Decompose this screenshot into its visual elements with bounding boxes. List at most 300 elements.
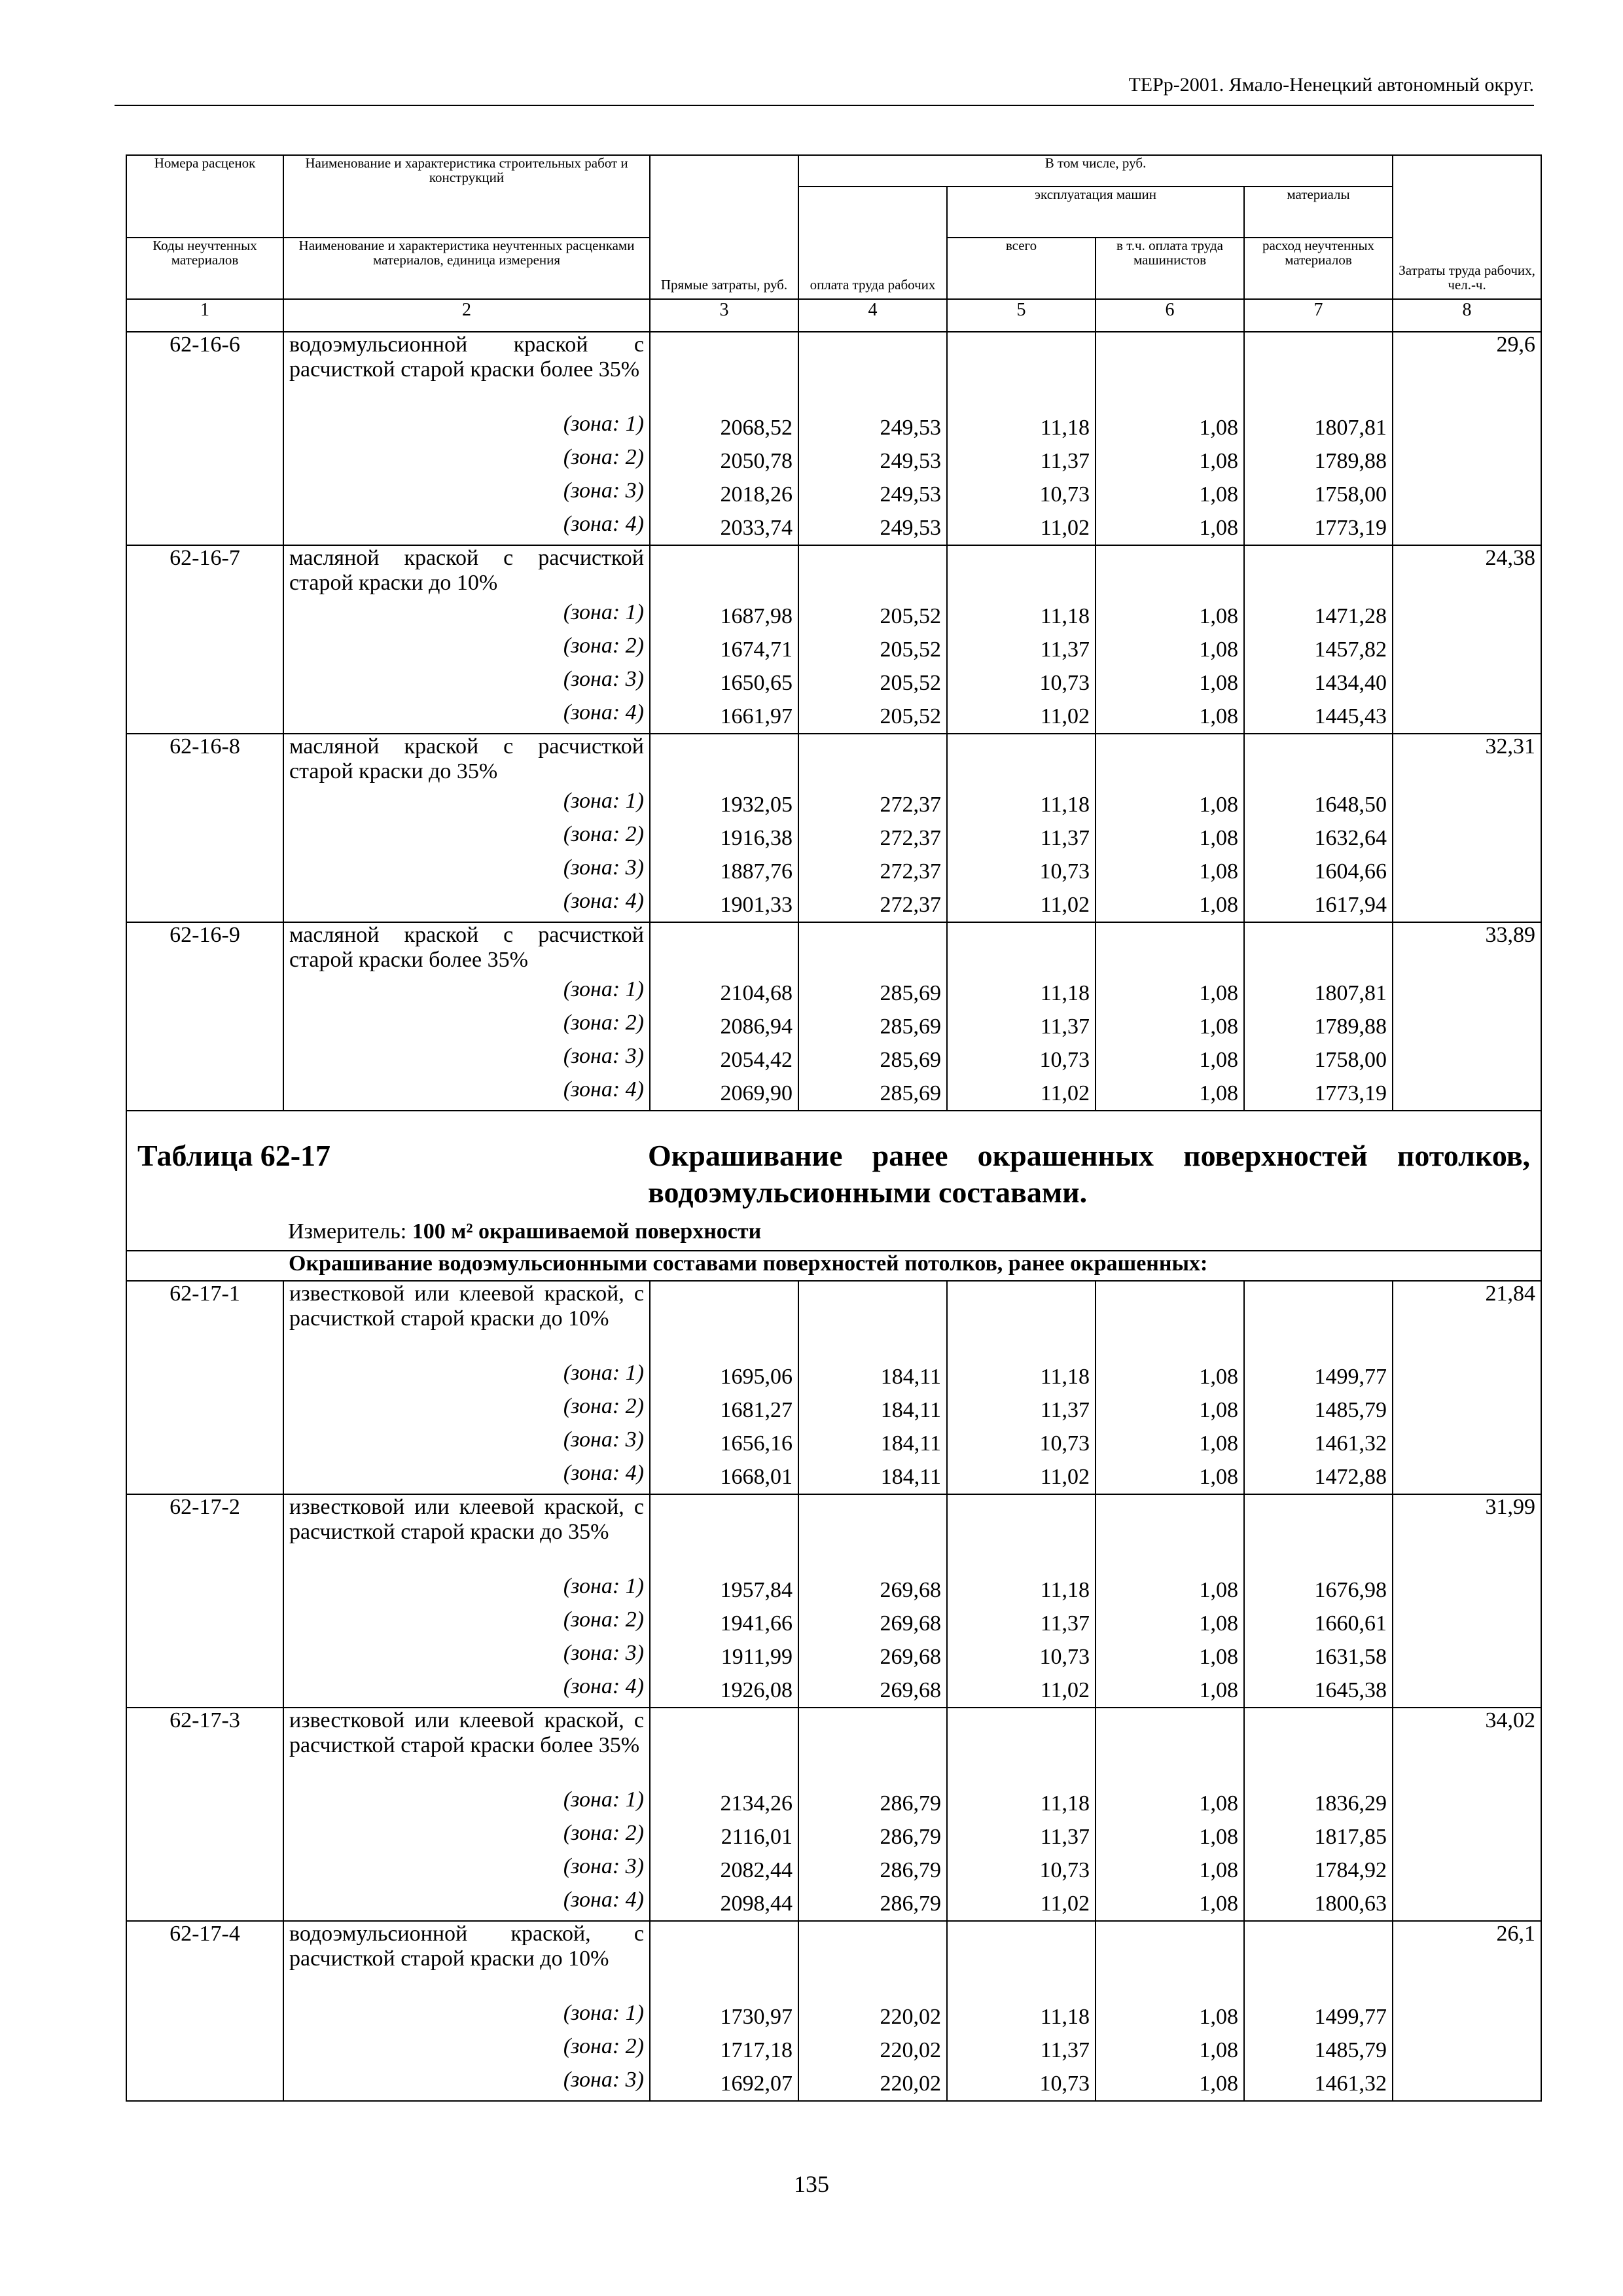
labor-cost: 32,31 <box>1393 734 1541 922</box>
meter-line <box>288 1219 1530 1245</box>
value-mat: 1676,98 <box>1314 1578 1387 1602</box>
value-mach: 11,37 <box>1040 1611 1090 1636</box>
value-mpay: 1,08 <box>1199 1858 1238 1882</box>
rate-description-cell <box>283 1708 650 1921</box>
rate-description: известковой или клеевой краской, с расчисткой старой краски до 35% <box>289 1495 644 1544</box>
cell-mpay <box>1096 332 1244 545</box>
value-mach: 11,18 <box>1040 2005 1090 2029</box>
value-direct: 1668,01 <box>720 1465 793 1489</box>
value-pay: 205,52 <box>880 604 941 628</box>
value-pay: 184,11 <box>880 1431 941 1456</box>
value-direct: 1730,97 <box>720 2005 793 2029</box>
value-mpay: 1,08 <box>1199 859 1238 884</box>
labor-cost: 34,02 <box>1393 1708 1541 1921</box>
col-number: 5 <box>947 299 1096 332</box>
zone-label: (зона: 3) <box>563 1427 644 1452</box>
cell-mach <box>947 1708 1096 1921</box>
value-direct: 1695,06 <box>720 1365 793 1389</box>
zone-label: (зона: 1) <box>563 2001 644 2025</box>
cell-direct <box>650 332 798 545</box>
cell-mat <box>1244 545 1393 734</box>
zone-label: (зона: 2) <box>563 634 644 658</box>
value-pay: 184,11 <box>880 1465 941 1489</box>
col-head-materials: материалы <box>1244 187 1393 238</box>
value-pay: 184,11 <box>880 1398 941 1422</box>
value-mpay: 1,08 <box>1199 1431 1238 1456</box>
value-mpay: 1,08 <box>1199 482 1238 507</box>
zone-label: (зона: 2) <box>563 445 644 469</box>
zone-label: (зона: 1) <box>563 1574 644 1598</box>
value-mat: 1631,58 <box>1314 1645 1387 1669</box>
value-pay: 205,52 <box>880 704 941 728</box>
col-number: 8 <box>1393 299 1541 332</box>
value-mach: 11,18 <box>1040 604 1090 628</box>
value-direct: 2068,52 <box>720 416 793 440</box>
cell-pay <box>798 1494 947 1708</box>
cell-mpay <box>1096 1708 1244 1921</box>
value-mach: 11,02 <box>1040 1678 1090 1702</box>
labor-cost: 26,1 <box>1393 1921 1541 2101</box>
cell-mpay <box>1096 1281 1244 1494</box>
col-head-labor-pay: оплата труда рабочих <box>798 187 947 299</box>
table-62-17-heading <box>126 1111 1541 1281</box>
value-mpay: 1,08 <box>1199 893 1238 917</box>
rate-code: 62-17-1 <box>126 1281 283 1494</box>
value-mpay: 1,08 <box>1199 1014 1238 1039</box>
value-mpay: 1,08 <box>1199 1578 1238 1602</box>
rate-row <box>126 922 1541 1111</box>
value-mach: 11,18 <box>1040 1578 1090 1602</box>
value-mat: 1617,94 <box>1314 893 1387 917</box>
value-mat: 1807,81 <box>1314 416 1387 440</box>
value-mach: 11,18 <box>1040 793 1090 817</box>
value-direct: 1681,27 <box>720 1398 793 1422</box>
col-number: 4 <box>798 299 947 332</box>
rate-description-cell <box>283 332 650 545</box>
value-mach: 10,73 <box>1039 1048 1090 1072</box>
value-mach: 11,02 <box>1040 893 1090 917</box>
col-head-name: Наименование и характеристика строительных работ и конструкций <box>283 155 650 238</box>
value-mach: 11,02 <box>1040 1081 1090 1105</box>
zone-label: (зона: 1) <box>563 1787 644 1812</box>
cell-direct <box>650 734 798 922</box>
value-mat: 1471,28 <box>1314 604 1387 628</box>
value-mat: 1789,88 <box>1314 449 1387 473</box>
value-pay: 285,69 <box>880 1081 941 1105</box>
zone-label: (зона: 1) <box>563 789 644 813</box>
zone-label: (зона: 4) <box>563 1461 644 1485</box>
table-title: Окрашивание ранее окрашенных поверхностей потолков, водоэмульсионными составами. <box>648 1139 1531 1209</box>
value-mach: 11,02 <box>1040 704 1090 728</box>
cell-mat <box>1244 734 1393 922</box>
zone-label: (зона: 1) <box>563 977 644 1001</box>
cell-mat <box>1244 332 1393 545</box>
value-pay: 272,37 <box>880 859 941 884</box>
value-mat: 1660,61 <box>1314 1611 1387 1636</box>
cell-direct <box>650 922 798 1111</box>
value-mpay: 1,08 <box>1199 1645 1238 1669</box>
value-pay: 272,37 <box>880 826 941 850</box>
value-pay: 205,52 <box>880 671 941 695</box>
value-mpay: 1,08 <box>1199 826 1238 850</box>
cell-mach <box>947 1494 1096 1708</box>
value-mach: 11,18 <box>1040 416 1090 440</box>
col-head-machines-pay: в т.ч. оплата труда машинистов <box>1096 238 1244 299</box>
value-direct: 1650,65 <box>720 671 793 695</box>
value-mach: 11,37 <box>1040 449 1090 473</box>
labor-cost: 24,38 <box>1393 545 1541 734</box>
value-pay: 285,69 <box>880 1014 941 1039</box>
value-mpay: 1,08 <box>1199 1365 1238 1389</box>
col-number: 6 <box>1096 299 1244 332</box>
rate-description: масляной краской с расчисткой старой краски более 35% <box>289 923 644 972</box>
cell-pay <box>798 332 947 545</box>
meter-label: Измеритель: <box>288 1219 407 1244</box>
col-head-machines-total: всего <box>947 238 1096 299</box>
rate-code: 62-17-2 <box>126 1494 283 1708</box>
rate-row <box>126 734 1541 922</box>
value-mach: 10,73 <box>1039 1431 1090 1456</box>
value-mach: 11,18 <box>1040 1791 1090 1816</box>
value-direct: 1901,33 <box>720 893 793 917</box>
rate-row <box>126 1708 1541 1921</box>
cell-direct <box>650 545 798 734</box>
zone-label: (зона: 4) <box>563 1077 644 1102</box>
value-pay: 272,37 <box>880 893 941 917</box>
value-pay: 285,69 <box>880 1048 941 1072</box>
rate-description: известковой или клеевой краской, с расчисткой старой краски более 35% <box>289 1708 644 1757</box>
value-mpay: 1,08 <box>1199 1791 1238 1816</box>
value-mach: 10,73 <box>1039 1858 1090 1882</box>
value-mat: 1434,40 <box>1314 671 1387 695</box>
labor-cost: 31,99 <box>1393 1494 1541 1708</box>
value-direct: 1692,07 <box>720 2072 793 2096</box>
col-number: 2 <box>283 299 650 332</box>
value-mpay: 1,08 <box>1199 981 1238 1005</box>
zone-label: (зона: 2) <box>563 1394 644 1418</box>
col-head-direct: Прямые затраты, руб. <box>650 155 798 299</box>
zone-label: (зона: 1) <box>563 1361 644 1385</box>
rate-description: масляной краской с расчисткой старой краски до 10% <box>289 546 644 595</box>
value-pay: 249,53 <box>880 482 941 507</box>
value-mach: 11,18 <box>1040 981 1090 1005</box>
value-mpay: 1,08 <box>1199 2005 1238 2029</box>
value-pay: 249,53 <box>880 449 941 473</box>
value-mach: 10,73 <box>1039 671 1090 695</box>
value-direct: 1674,71 <box>720 637 793 662</box>
value-direct: 1887,76 <box>720 859 793 884</box>
zone-label: (зона: 3) <box>563 855 644 880</box>
value-mach: 11,37 <box>1040 1825 1090 1849</box>
value-mat: 1807,81 <box>1314 981 1387 1005</box>
cell-pay <box>798 545 947 734</box>
value-mach: 11,37 <box>1040 637 1090 662</box>
value-direct: 1661,97 <box>720 704 793 728</box>
zone-label: (зона: 3) <box>563 667 644 691</box>
value-mat: 1836,29 <box>1314 1791 1387 1816</box>
cell-direct <box>650 1708 798 1921</box>
value-pay: 249,53 <box>880 516 941 540</box>
value-direct: 2104,68 <box>720 981 793 1005</box>
zone-label: (зона: 3) <box>563 2068 644 2092</box>
cell-mat <box>1244 1281 1393 1494</box>
zone-label: (зона: 3) <box>563 1044 644 1068</box>
col-head-name-sub: Наименование и характеристика неучтенных расценками материалов, единица измерения <box>283 238 650 299</box>
cell-mach <box>947 734 1096 922</box>
cell-mpay <box>1096 545 1244 734</box>
rate-description-cell <box>283 1281 650 1494</box>
value-pay: 184,11 <box>880 1365 941 1389</box>
cell-pay <box>798 922 947 1111</box>
rates-table <box>126 154 1542 2102</box>
value-pay: 220,02 <box>880 2038 941 2062</box>
table-header <box>126 155 1541 332</box>
rate-row <box>126 545 1541 734</box>
col-number: 1 <box>126 299 283 332</box>
rate-description: масляной краской с расчисткой старой краски до 35% <box>289 734 644 783</box>
zone-label: (зона: 4) <box>563 700 644 725</box>
group-62-16 <box>126 332 1541 1111</box>
cell-pay <box>798 1708 947 1921</box>
value-direct: 1957,84 <box>720 1578 793 1602</box>
value-pay: 269,68 <box>880 1645 941 1669</box>
meter-value: 100 м² окрашиваемой поверхности <box>412 1219 762 1244</box>
value-mat: 1789,88 <box>1314 1014 1387 1039</box>
value-mat: 1461,32 <box>1314 1431 1387 1456</box>
cell-pay <box>798 1281 947 1494</box>
value-mat: 1800,63 <box>1314 1892 1387 1916</box>
col-head-incl: В том числе, руб. <box>798 155 1393 187</box>
value-mpay: 1,08 <box>1199 793 1238 817</box>
value-direct: 2116,01 <box>721 1825 793 1849</box>
value-mpay: 1,08 <box>1199 604 1238 628</box>
rate-description-cell <box>283 545 650 734</box>
zone-label: (зона: 3) <box>563 478 644 503</box>
value-pay: 220,02 <box>880 2072 941 2096</box>
value-mpay: 1,08 <box>1199 416 1238 440</box>
value-mach: 10,73 <box>1039 2072 1090 2096</box>
cell-pay <box>798 1921 947 2101</box>
zone-label: (зона: 4) <box>563 512 644 536</box>
value-mpay: 1,08 <box>1199 1081 1238 1105</box>
col-number: 3 <box>650 299 798 332</box>
value-mpay: 1,08 <box>1199 1048 1238 1072</box>
cell-mat <box>1244 1921 1393 2101</box>
value-mat: 1457,82 <box>1314 637 1387 662</box>
zone-label: (зона: 2) <box>563 1821 644 1845</box>
value-mat: 1632,64 <box>1314 826 1387 850</box>
value-mpay: 1,08 <box>1199 1611 1238 1636</box>
value-pay: 269,68 <box>880 1678 941 1702</box>
rate-code: 62-17-4 <box>126 1921 283 2101</box>
value-mpay: 1,08 <box>1199 2038 1238 2062</box>
value-pay: 286,79 <box>880 1892 941 1916</box>
value-direct: 1911,99 <box>721 1645 793 1669</box>
value-mat: 1758,00 <box>1314 1048 1387 1072</box>
value-mat: 1461,32 <box>1314 2072 1387 2096</box>
value-pay: 249,53 <box>880 416 941 440</box>
value-pay: 272,37 <box>880 793 941 817</box>
value-mach: 11,37 <box>1040 2038 1090 2062</box>
cell-mat <box>1244 922 1393 1111</box>
value-mat: 1648,50 <box>1314 793 1387 817</box>
rate-row <box>126 1281 1541 1494</box>
rate-code: 62-16-9 <box>126 922 283 1111</box>
table-number: Таблица 62-17 <box>137 1139 331 1172</box>
rate-description: водоэмульсионной краской с расчисткой старой краски более 35% <box>289 332 644 382</box>
rate-code: 62-16-8 <box>126 734 283 922</box>
col-head-machines: эксплуатация машин <box>947 187 1244 238</box>
cell-mpay <box>1096 1921 1244 2101</box>
value-pay: 205,52 <box>880 637 941 662</box>
value-mach: 11,02 <box>1040 1892 1090 1916</box>
value-direct: 1941,66 <box>720 1611 793 1636</box>
value-mpay: 1,08 <box>1199 704 1238 728</box>
value-direct: 1916,38 <box>720 826 793 850</box>
value-mpay: 1,08 <box>1199 1825 1238 1849</box>
value-direct: 1932,05 <box>720 793 793 817</box>
rate-row <box>126 1494 1541 1708</box>
value-direct: 2098,44 <box>720 1892 793 1916</box>
group-62-17 <box>126 1281 1541 2101</box>
col-head-materials-sub: расход неучтенных материалов <box>1244 238 1393 299</box>
cell-direct <box>650 1281 798 1494</box>
value-pay: 269,68 <box>880 1611 941 1636</box>
zone-label: (зона: 2) <box>563 1607 644 1632</box>
zone-label: (зона: 2) <box>563 2034 644 2058</box>
cell-mach <box>947 1281 1096 1494</box>
col-number: 7 <box>1244 299 1393 332</box>
value-direct: 1717,18 <box>720 2038 793 2062</box>
cell-mach <box>947 545 1096 734</box>
value-mpay: 1,08 <box>1199 1465 1238 1489</box>
page-number: 135 <box>794 2171 829 2197</box>
value-direct: 1656,16 <box>720 1431 793 1456</box>
value-direct: 2054,42 <box>720 1048 793 1072</box>
value-direct: 2069,90 <box>720 1081 793 1105</box>
value-mach: 11,37 <box>1040 1014 1090 1039</box>
value-mach: 11,37 <box>1040 1398 1090 1422</box>
col-head-codes: Номера расценок <box>126 155 283 238</box>
value-pay: 220,02 <box>880 2005 941 2029</box>
value-direct: 1926,08 <box>720 1678 793 1702</box>
zone-label: (зона: 1) <box>563 600 644 624</box>
cell-mpay <box>1096 734 1244 922</box>
rate-description: известковой или клеевой краской, с расчисткой старой краски до 10% <box>289 1282 644 1331</box>
value-mach: 11,02 <box>1040 516 1090 540</box>
value-mat: 1773,19 <box>1314 516 1387 540</box>
value-mpay: 1,08 <box>1199 671 1238 695</box>
zone-label: (зона: 4) <box>563 1674 644 1698</box>
rate-code: 62-16-7 <box>126 545 283 734</box>
zone-label: (зона: 4) <box>563 1888 644 1912</box>
value-mpay: 1,08 <box>1199 1398 1238 1422</box>
value-mat: 1499,77 <box>1314 1365 1387 1389</box>
value-direct: 2033,74 <box>720 516 793 540</box>
value-mat: 1758,00 <box>1314 482 1387 507</box>
rate-code: 62-16-6 <box>126 332 283 545</box>
value-direct: 2018,26 <box>720 482 793 507</box>
rate-description-cell <box>283 1921 650 2101</box>
value-direct: 1687,98 <box>720 604 793 628</box>
zone-label: (зона: 3) <box>563 1641 644 1665</box>
value-mpay: 1,08 <box>1199 1892 1238 1916</box>
column-numbers-row <box>126 299 1541 332</box>
cell-pay <box>798 734 947 922</box>
value-pay: 285,69 <box>880 981 941 1005</box>
labor-cost: 21,84 <box>1393 1281 1541 1494</box>
value-direct: 2050,78 <box>720 449 793 473</box>
value-mach: 11,37 <box>1040 826 1090 850</box>
value-mpay: 1,08 <box>1199 516 1238 540</box>
value-mach: 10,73 <box>1039 482 1090 507</box>
value-mpay: 1,08 <box>1199 1678 1238 1702</box>
rate-description-cell <box>283 922 650 1111</box>
cell-mach <box>947 1921 1096 2101</box>
zone-label: (зона: 2) <box>563 822 644 846</box>
value-pay: 286,79 <box>880 1825 941 1849</box>
value-direct: 2134,26 <box>720 1791 793 1816</box>
rate-description: водоэмульсионной краской, с расчисткой старой краски до 10% <box>289 1922 644 1971</box>
rate-row <box>126 1921 1541 2101</box>
value-direct: 2086,94 <box>720 1014 793 1039</box>
value-mat: 1817,85 <box>1314 1825 1387 1849</box>
value-mpay: 1,08 <box>1199 449 1238 473</box>
cell-mach <box>947 332 1096 545</box>
cell-mpay <box>1096 1494 1244 1708</box>
rate-description-cell <box>283 734 650 922</box>
cell-mpay <box>1096 922 1244 1111</box>
col-head-codes-sub: Коды неучтенных материалов <box>126 238 283 299</box>
value-pay: 269,68 <box>880 1578 941 1602</box>
rate-code: 62-17-3 <box>126 1708 283 1921</box>
cell-direct <box>650 1921 798 2101</box>
value-pay: 286,79 <box>880 1858 941 1882</box>
value-mat: 1604,66 <box>1314 859 1387 884</box>
value-mat: 1472,88 <box>1314 1465 1387 1489</box>
value-mach: 10,73 <box>1039 1645 1090 1669</box>
value-pay: 286,79 <box>880 1791 941 1816</box>
rate-row <box>126 332 1541 545</box>
value-direct: 2082,44 <box>720 1858 793 1882</box>
cell-mach <box>947 922 1096 1111</box>
labor-cost: 29,6 <box>1393 332 1541 545</box>
zone-label: (зона: 1) <box>563 412 644 436</box>
labor-cost: 33,89 <box>1393 922 1541 1111</box>
col-head-labor: Затраты труда рабочих, чел.-ч. <box>1393 155 1541 299</box>
value-mat: 1485,79 <box>1314 2038 1387 2062</box>
running-header: ТЕРр-2001. Ямало-Ненецкий автономный округ. <box>115 71 1534 106</box>
value-mat: 1485,79 <box>1314 1398 1387 1422</box>
cell-mat <box>1244 1708 1393 1921</box>
value-mat: 1499,77 <box>1314 2005 1387 2029</box>
value-mat: 1773,19 <box>1314 1081 1387 1105</box>
value-mach: 10,73 <box>1039 859 1090 884</box>
value-mat: 1445,43 <box>1314 704 1387 728</box>
zone-label: (зона: 4) <box>563 889 644 913</box>
section-subheading: Окрашивание водоэмульсионными составами поверхностей потолков, ранее окрашенных: <box>283 1251 1541 1281</box>
cell-mat <box>1244 1494 1393 1708</box>
value-mpay: 1,08 <box>1199 2072 1238 2096</box>
cell-direct <box>650 1494 798 1708</box>
value-mat: 1784,92 <box>1314 1858 1387 1882</box>
zone-label: (зона: 3) <box>563 1854 644 1878</box>
zone-label: (зона: 2) <box>563 1011 644 1035</box>
value-mach: 11,18 <box>1040 1365 1090 1389</box>
value-mpay: 1,08 <box>1199 637 1238 662</box>
rate-description-cell <box>283 1494 650 1708</box>
value-mach: 11,02 <box>1040 1465 1090 1489</box>
